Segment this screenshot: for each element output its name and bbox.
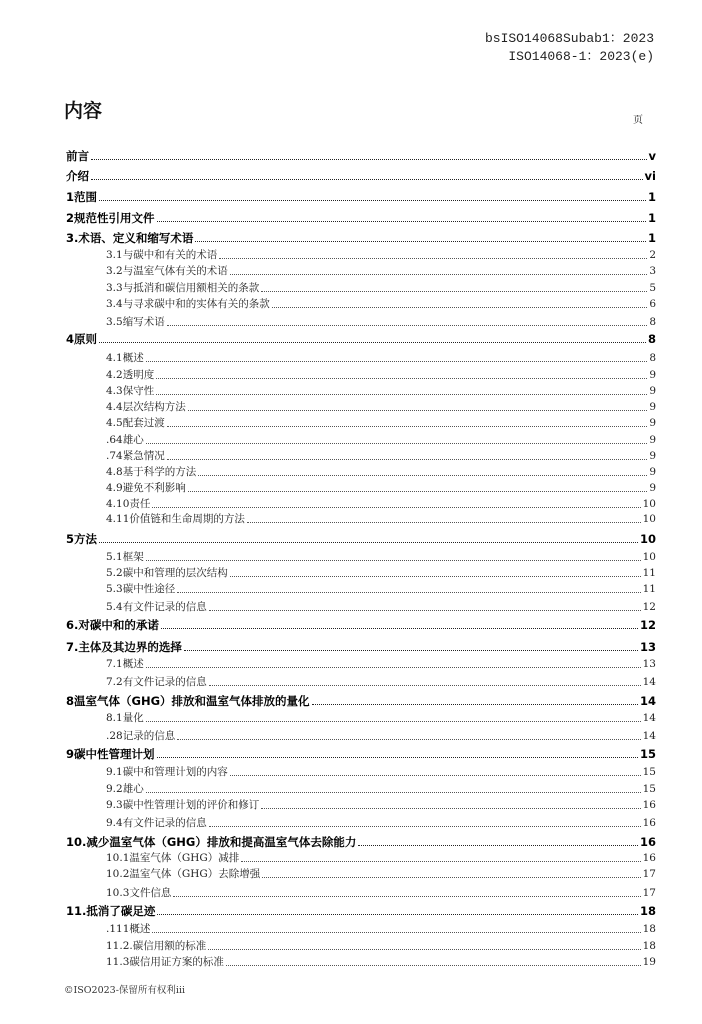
toc-entry[interactable] bbox=[106, 416, 656, 430]
toc-entry-page-number: 6 bbox=[649, 298, 656, 310]
toc-dot-leader bbox=[312, 703, 638, 705]
toc-dot-leader bbox=[167, 458, 648, 460]
toc-entry-title: 4.10责任 bbox=[106, 498, 151, 510]
toc-dot-leader bbox=[173, 895, 640, 897]
toc-entry[interactable] bbox=[106, 351, 656, 365]
toc-entry-page-number: 1 bbox=[647, 190, 656, 204]
toc-dot-leader bbox=[152, 506, 640, 508]
toc-entry-title: 4.9避免不利影响 bbox=[106, 482, 186, 494]
toc-entry-page-number: 9 bbox=[649, 417, 656, 429]
toc-entry-page-number: 3 bbox=[649, 265, 656, 277]
toc-entry-title: 3.术语、定义和缩写术语 bbox=[66, 231, 194, 245]
toc-entry-page-number: 18 bbox=[639, 904, 656, 918]
toc-entry[interactable] bbox=[106, 550, 656, 564]
toc-entry-page-number: 9 bbox=[649, 369, 656, 381]
page-title: 内容 bbox=[64, 100, 103, 122]
toc-entry[interactable] bbox=[106, 315, 656, 329]
toc-entry[interactable] bbox=[106, 600, 656, 614]
toc-entry[interactable] bbox=[106, 657, 656, 671]
toc-entry-page-number: 19 bbox=[642, 956, 656, 968]
toc-entry[interactable] bbox=[106, 566, 656, 580]
toc-entry-page-number: 9 bbox=[649, 385, 656, 397]
toc-entry[interactable] bbox=[66, 835, 656, 849]
toc-entry-title: 前言 bbox=[66, 149, 89, 163]
toc-entry-page-number: vi bbox=[644, 169, 656, 183]
toc-dot-leader bbox=[161, 627, 638, 629]
toc-entry-title: 5.2碳中和管理的层次结构 bbox=[106, 567, 228, 579]
toc-entry-page-number: 12 bbox=[642, 601, 656, 613]
toc-entry-title: 10.2温室气体（GHG）去除增强 bbox=[106, 868, 261, 880]
toc-entry-page-number: 16 bbox=[642, 817, 656, 829]
toc-entry[interactable] bbox=[66, 190, 656, 204]
page-column-label: 页 bbox=[633, 115, 643, 126]
toc-entry-title: 4.4层次结构方法 bbox=[106, 401, 186, 413]
toc-dot-leader bbox=[230, 273, 648, 275]
toc-entry[interactable] bbox=[106, 816, 656, 830]
toc-entry-page-number: 9 bbox=[649, 401, 656, 413]
toc-entry[interactable] bbox=[106, 711, 656, 725]
toc-entry-page-number: 14 bbox=[642, 676, 656, 688]
toc-dot-leader bbox=[146, 442, 648, 444]
toc-entry-title: 5.1框架 bbox=[106, 551, 144, 563]
toc-dot-leader bbox=[195, 240, 646, 242]
toc-dot-leader bbox=[208, 948, 640, 950]
toc-entry[interactable] bbox=[66, 532, 656, 546]
toc-entry-title: 10.3文件信息 bbox=[106, 887, 172, 899]
toc-dot-leader bbox=[261, 807, 640, 809]
toc-entry-title: 7.1概述 bbox=[106, 658, 144, 670]
toc-entry-page-number: 11 bbox=[642, 583, 656, 595]
toc-entry-page-number: 11 bbox=[642, 567, 656, 579]
toc-entry[interactable] bbox=[106, 433, 656, 447]
toc-entry[interactable] bbox=[106, 281, 656, 295]
toc-entry[interactable] bbox=[66, 332, 656, 346]
toc-entry-page-number: 18 bbox=[642, 923, 656, 935]
toc-entry-page-number: 16 bbox=[642, 799, 656, 811]
toc-entry-title: 4原则 bbox=[66, 332, 98, 346]
toc-entry-title: 4.8基于科学的方法 bbox=[106, 466, 197, 478]
toc-dot-leader bbox=[156, 377, 647, 379]
toc-entry-title: 介绍 bbox=[66, 169, 89, 183]
toc-dot-leader bbox=[247, 521, 641, 523]
toc-entry[interactable] bbox=[106, 497, 656, 511]
toc-entry-title: 4.3保守性 bbox=[106, 385, 155, 397]
toc-entry[interactable] bbox=[106, 782, 656, 796]
toc-entry-title: 1范围 bbox=[66, 190, 98, 204]
toc-entry[interactable] bbox=[106, 264, 656, 278]
toc-entry-page-number: 9 bbox=[649, 434, 656, 446]
toc-entry[interactable] bbox=[66, 231, 656, 245]
toc-entry[interactable] bbox=[106, 368, 656, 382]
toc-entry-title: 9.1碳中和管理计划的内容 bbox=[106, 766, 228, 778]
toc-entry-page-number: 9 bbox=[649, 482, 656, 494]
toc-entry-page-number: v bbox=[648, 149, 656, 163]
toc-entry-title: 8温室气体（GHG）排放和温室气体排放的量化 bbox=[66, 694, 310, 708]
toc-entry[interactable] bbox=[66, 747, 656, 761]
toc-entry-title: 3.4与寻求碳中和的实体有关的条款 bbox=[106, 298, 270, 310]
toc-dot-leader bbox=[146, 791, 641, 793]
toc-dot-leader bbox=[157, 220, 646, 222]
toc-dot-leader bbox=[167, 425, 648, 427]
toc-entry[interactable] bbox=[106, 400, 656, 414]
toc-entry[interactable] bbox=[106, 512, 656, 526]
toc-entry-title: 6.对碳中和的承诺 bbox=[66, 618, 159, 632]
toc-entry[interactable] bbox=[106, 922, 656, 936]
toc-entry[interactable] bbox=[106, 384, 656, 398]
toc-dot-leader bbox=[157, 913, 638, 915]
toc-entry[interactable] bbox=[66, 169, 656, 183]
toc-entry-page-number: 1 bbox=[647, 211, 656, 225]
toc-entry-page-number: 8 bbox=[649, 316, 656, 328]
toc-entry-title: 7.2有文件记录的信息 bbox=[106, 676, 207, 688]
toc-entry[interactable] bbox=[66, 904, 656, 918]
toc-entry-title: 7.主体及其边界的选择 bbox=[66, 640, 182, 654]
toc-entry-page-number: 15 bbox=[642, 783, 656, 795]
toc-entry-page-number: 14 bbox=[639, 694, 656, 708]
toc-entry-title: 9.3碳中性管理计划的评价和修订 bbox=[106, 799, 260, 811]
toc-dot-leader bbox=[91, 178, 643, 180]
toc-entry-title: 9碳中性管理计划 bbox=[66, 747, 155, 761]
toc-dot-leader bbox=[177, 591, 640, 593]
toc-dot-leader bbox=[209, 684, 641, 686]
toc-entry[interactable] bbox=[106, 675, 656, 689]
toc-dot-leader bbox=[146, 559, 641, 561]
toc-dot-leader bbox=[198, 474, 647, 476]
toc-entry-title: .74紧急情况 bbox=[106, 450, 165, 462]
toc-entry-page-number: 16 bbox=[642, 852, 656, 864]
toc-dot-leader bbox=[157, 756, 638, 758]
toc-dot-leader bbox=[358, 844, 638, 846]
copyright-footer: ©ISO2023-保留所有权利iii bbox=[64, 985, 186, 996]
toc-dot-leader bbox=[261, 290, 647, 292]
toc-entry[interactable] bbox=[106, 886, 656, 900]
toc-dot-leader bbox=[272, 306, 648, 308]
toc-entry-title: 3.3与抵消和碳信用额相关的条款 bbox=[106, 282, 260, 294]
toc-entry-title: 2规范性引用文件 bbox=[66, 211, 155, 225]
toc-entry[interactable] bbox=[106, 851, 656, 865]
toc-entry-title: 5方法 bbox=[66, 532, 98, 546]
toc-entry-page-number: 14 bbox=[642, 730, 656, 742]
toc-entry-title: 9.4有文件记录的信息 bbox=[106, 817, 207, 829]
toc-entry-page-number: 8 bbox=[649, 352, 656, 364]
toc-entry-title: 10.减少温室气体（GHG）排放和提高温室气体去除能力 bbox=[66, 835, 357, 849]
toc-dot-leader bbox=[99, 341, 646, 343]
toc-entry-title: 4.2透明度 bbox=[106, 369, 155, 381]
toc-dot-leader bbox=[226, 964, 641, 966]
toc-entry-title: .64雄心 bbox=[106, 434, 144, 446]
toc-entry-title: 4.1概述 bbox=[106, 352, 144, 364]
toc-dot-leader bbox=[167, 324, 648, 326]
toc-entry-title: 4.11价值链和生命周期的方法 bbox=[106, 513, 245, 525]
toc-dot-leader bbox=[230, 774, 641, 776]
toc-dot-leader bbox=[209, 825, 641, 827]
header-standard-id: bsISO14068Subab1：2023 bbox=[484, 31, 654, 46]
toc-entry[interactable] bbox=[106, 765, 656, 779]
toc-entry[interactable] bbox=[106, 248, 656, 262]
toc-dot-leader bbox=[146, 720, 641, 722]
toc-dot-leader bbox=[262, 876, 640, 878]
toc-entry-page-number: 17 bbox=[642, 868, 656, 880]
toc-entry-page-number: 9 bbox=[649, 466, 656, 478]
toc-entry-page-number: 10 bbox=[639, 532, 656, 546]
toc-entry[interactable] bbox=[106, 465, 656, 479]
toc-entry-page-number: 16 bbox=[639, 835, 656, 849]
toc-entry[interactable] bbox=[106, 481, 656, 495]
toc-dot-leader bbox=[99, 541, 638, 543]
toc-entry[interactable] bbox=[66, 618, 656, 632]
toc-entry-page-number: 10 bbox=[642, 551, 656, 563]
toc-dot-leader bbox=[99, 199, 646, 201]
toc-entry-page-number: 15 bbox=[642, 766, 656, 778]
toc-entry-page-number: 10 bbox=[642, 513, 656, 525]
toc-dot-leader bbox=[188, 490, 648, 492]
toc-entry-title: 3.2与温室气体有关的术语 bbox=[106, 265, 228, 277]
toc-dot-leader bbox=[152, 931, 640, 933]
toc-entry-page-number: 2 bbox=[649, 249, 656, 261]
toc-entry-title: 10.1温室气体（GHG）减排 bbox=[106, 852, 240, 864]
toc-entry-title: 11.3碳信用证方案的标准 bbox=[106, 956, 224, 968]
toc-entry[interactable] bbox=[106, 798, 656, 812]
toc-entry[interactable] bbox=[66, 640, 656, 654]
toc-dot-leader bbox=[91, 158, 647, 160]
header-document-id: ISO14068-1：2023(e) bbox=[508, 49, 654, 64]
toc-entry[interactable] bbox=[66, 694, 656, 708]
toc-entry-title: 11.抵消了碳足迹 bbox=[66, 904, 156, 918]
toc-dot-leader bbox=[146, 666, 641, 668]
toc-entry-page-number: 1 bbox=[647, 231, 656, 245]
toc-entry-page-number: 5 bbox=[649, 282, 656, 294]
toc-entry-page-number: 13 bbox=[642, 658, 656, 670]
toc-entry-title: .28记录的信息 bbox=[106, 730, 176, 742]
toc-entry-title: .111概述 bbox=[106, 923, 151, 935]
toc-dot-leader bbox=[188, 409, 648, 411]
toc-entry-title: 4.5配套过渡 bbox=[106, 417, 165, 429]
toc-entry-title: 11.2.碳信用额的标准 bbox=[106, 940, 207, 952]
toc-entry[interactable] bbox=[106, 939, 656, 953]
toc-entry[interactable] bbox=[106, 582, 656, 596]
toc-entry-page-number: 8 bbox=[647, 332, 656, 346]
toc-entry[interactable] bbox=[106, 449, 656, 463]
toc-entry-page-number: 17 bbox=[642, 887, 656, 899]
toc-dot-leader bbox=[156, 393, 647, 395]
toc-entry-page-number: 10 bbox=[642, 498, 656, 510]
toc-dot-leader bbox=[241, 860, 640, 862]
toc-entry-page-number: 12 bbox=[639, 618, 656, 632]
toc-entry-page-number: 18 bbox=[642, 940, 656, 952]
toc-entry-title: 9.2雄心 bbox=[106, 783, 144, 795]
toc-dot-leader bbox=[209, 609, 641, 611]
toc-dot-leader bbox=[184, 649, 638, 651]
toc-entry-title: 5.3碳中性途径 bbox=[106, 583, 176, 595]
toc-entry[interactable] bbox=[66, 211, 656, 225]
toc-entry-page-number: 9 bbox=[649, 450, 656, 462]
toc-entry[interactable] bbox=[106, 297, 656, 311]
toc-entry-page-number: 15 bbox=[639, 747, 656, 761]
toc-dot-leader bbox=[177, 738, 640, 740]
toc-entry-title: 3.1与碳中和有关的术语 bbox=[106, 249, 218, 261]
toc-entry-page-number: 13 bbox=[639, 640, 656, 654]
toc-entry[interactable] bbox=[106, 955, 656, 969]
toc-entry[interactable] bbox=[106, 867, 656, 881]
toc-entry[interactable] bbox=[66, 149, 656, 163]
toc-dot-leader bbox=[146, 360, 648, 362]
toc-entry-title: 3.5缩写术语 bbox=[106, 316, 165, 328]
toc-entry-page-number: 14 bbox=[642, 712, 656, 724]
toc-dot-leader bbox=[230, 575, 641, 577]
toc-dot-leader bbox=[219, 257, 647, 259]
toc-entry-title: 8.1量化 bbox=[106, 712, 144, 724]
toc-entry-title: 5.4有文件记录的信息 bbox=[106, 601, 207, 613]
toc-entry[interactable] bbox=[106, 729, 656, 743]
